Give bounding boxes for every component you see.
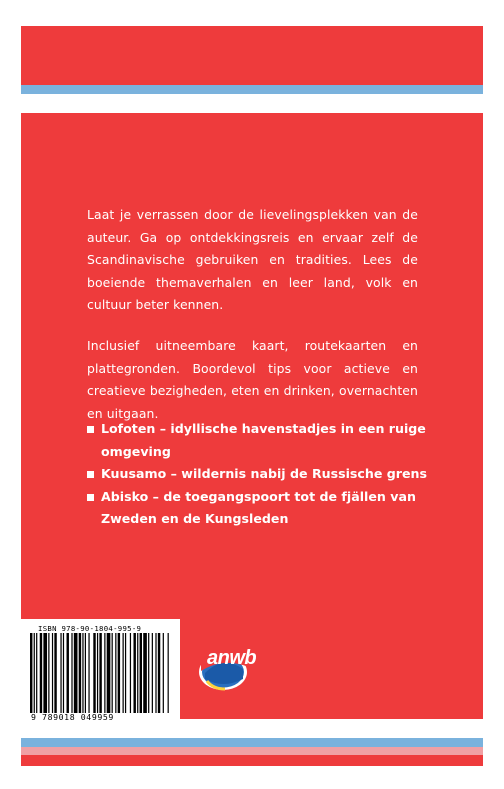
barcode-bar — [40, 633, 42, 713]
square-bullet-icon — [87, 471, 94, 478]
highlight-text: Abisko – de toegangspoort tot de fjällen van Zweden en de Kungsleden — [101, 488, 416, 527]
barcode-bar — [54, 633, 56, 713]
barcode-bar — [71, 633, 72, 713]
barcode-digits: 9 789018 049959 — [31, 712, 114, 722]
barcode-bar — [52, 633, 53, 713]
highlights-list — [87, 418, 427, 531]
barcode-bar — [88, 633, 89, 713]
barcode-bar — [143, 633, 147, 713]
barcode-bar — [168, 633, 169, 713]
square-bullet-icon — [87, 426, 94, 433]
blurb-paragraph-2: Inclusief uitneembare kaart, routekaarten en plattegronden. Boordevol tips voor actieve en creatieve bezigheden, eten en drinken, overnachten en uitgaan. — [87, 338, 418, 421]
barcode-bar — [60, 633, 61, 713]
barcode-bar — [36, 633, 37, 713]
barcode-bar — [48, 633, 49, 713]
barcode-bar — [118, 633, 120, 713]
highlight-text: Kuusamo – wildernis nabij de Russische grens — [101, 466, 427, 482]
barcode-bar — [112, 633, 113, 713]
bottom-red-stripe — [21, 755, 483, 766]
barcode-bar — [158, 633, 160, 713]
highlight-item — [87, 463, 427, 486]
highlight-text: Lofoten – idyllische havenstadjes in een ruige omgeving — [101, 421, 426, 459]
isbn-label: ISBN 978-90-1804-995-9 — [38, 624, 142, 633]
highlight-item — [87, 486, 427, 531]
top-blue-stripe — [21, 85, 483, 94]
barcode-bar — [137, 633, 138, 713]
barcode-bar — [99, 633, 101, 713]
barcode-bar — [79, 633, 81, 713]
barcode-bar — [155, 633, 156, 713]
barcode-bar — [85, 633, 86, 713]
barcode-bar — [30, 633, 32, 713]
barcode-bar — [63, 633, 64, 713]
bottom-blue-stripe — [21, 738, 483, 747]
barcode-bar — [152, 633, 153, 713]
barcode-bar — [93, 633, 95, 713]
barcode-bar — [107, 633, 111, 713]
barcode-bar — [130, 633, 131, 713]
barcode-bar — [82, 633, 83, 713]
barcode-bar — [43, 633, 47, 713]
top-red-band — [21, 26, 483, 85]
barcode-bar — [163, 633, 164, 713]
barcode-bar — [104, 633, 105, 713]
square-bullet-icon — [87, 494, 94, 501]
barcode-bar — [74, 633, 78, 713]
barcode-bar — [140, 633, 142, 713]
barcode-bar — [125, 633, 126, 713]
barcode-bar — [133, 633, 135, 713]
anwb-logo-text: anwb — [207, 647, 257, 669]
bottom-pink-stripe — [21, 747, 483, 755]
barcode-bar — [115, 633, 116, 713]
barcode-bar — [97, 633, 98, 713]
blurb-paragraph-1: Laat je verrassen door de lievelingsplekken van de auteur. Ga op ontdekkingsreis en ervaar zelf de Scandinavische gebruiken en tradities. Lees de boeiende themaverhalen en leer land, volk en cultuur beter kennen. — [87, 207, 418, 313]
barcode-icon — [30, 633, 170, 713]
barcode-bar — [123, 633, 124, 713]
barcode-bar — [67, 633, 69, 713]
barcode-bar — [34, 633, 35, 713]
highlight-item — [87, 418, 427, 463]
barcode-bar — [148, 633, 149, 713]
